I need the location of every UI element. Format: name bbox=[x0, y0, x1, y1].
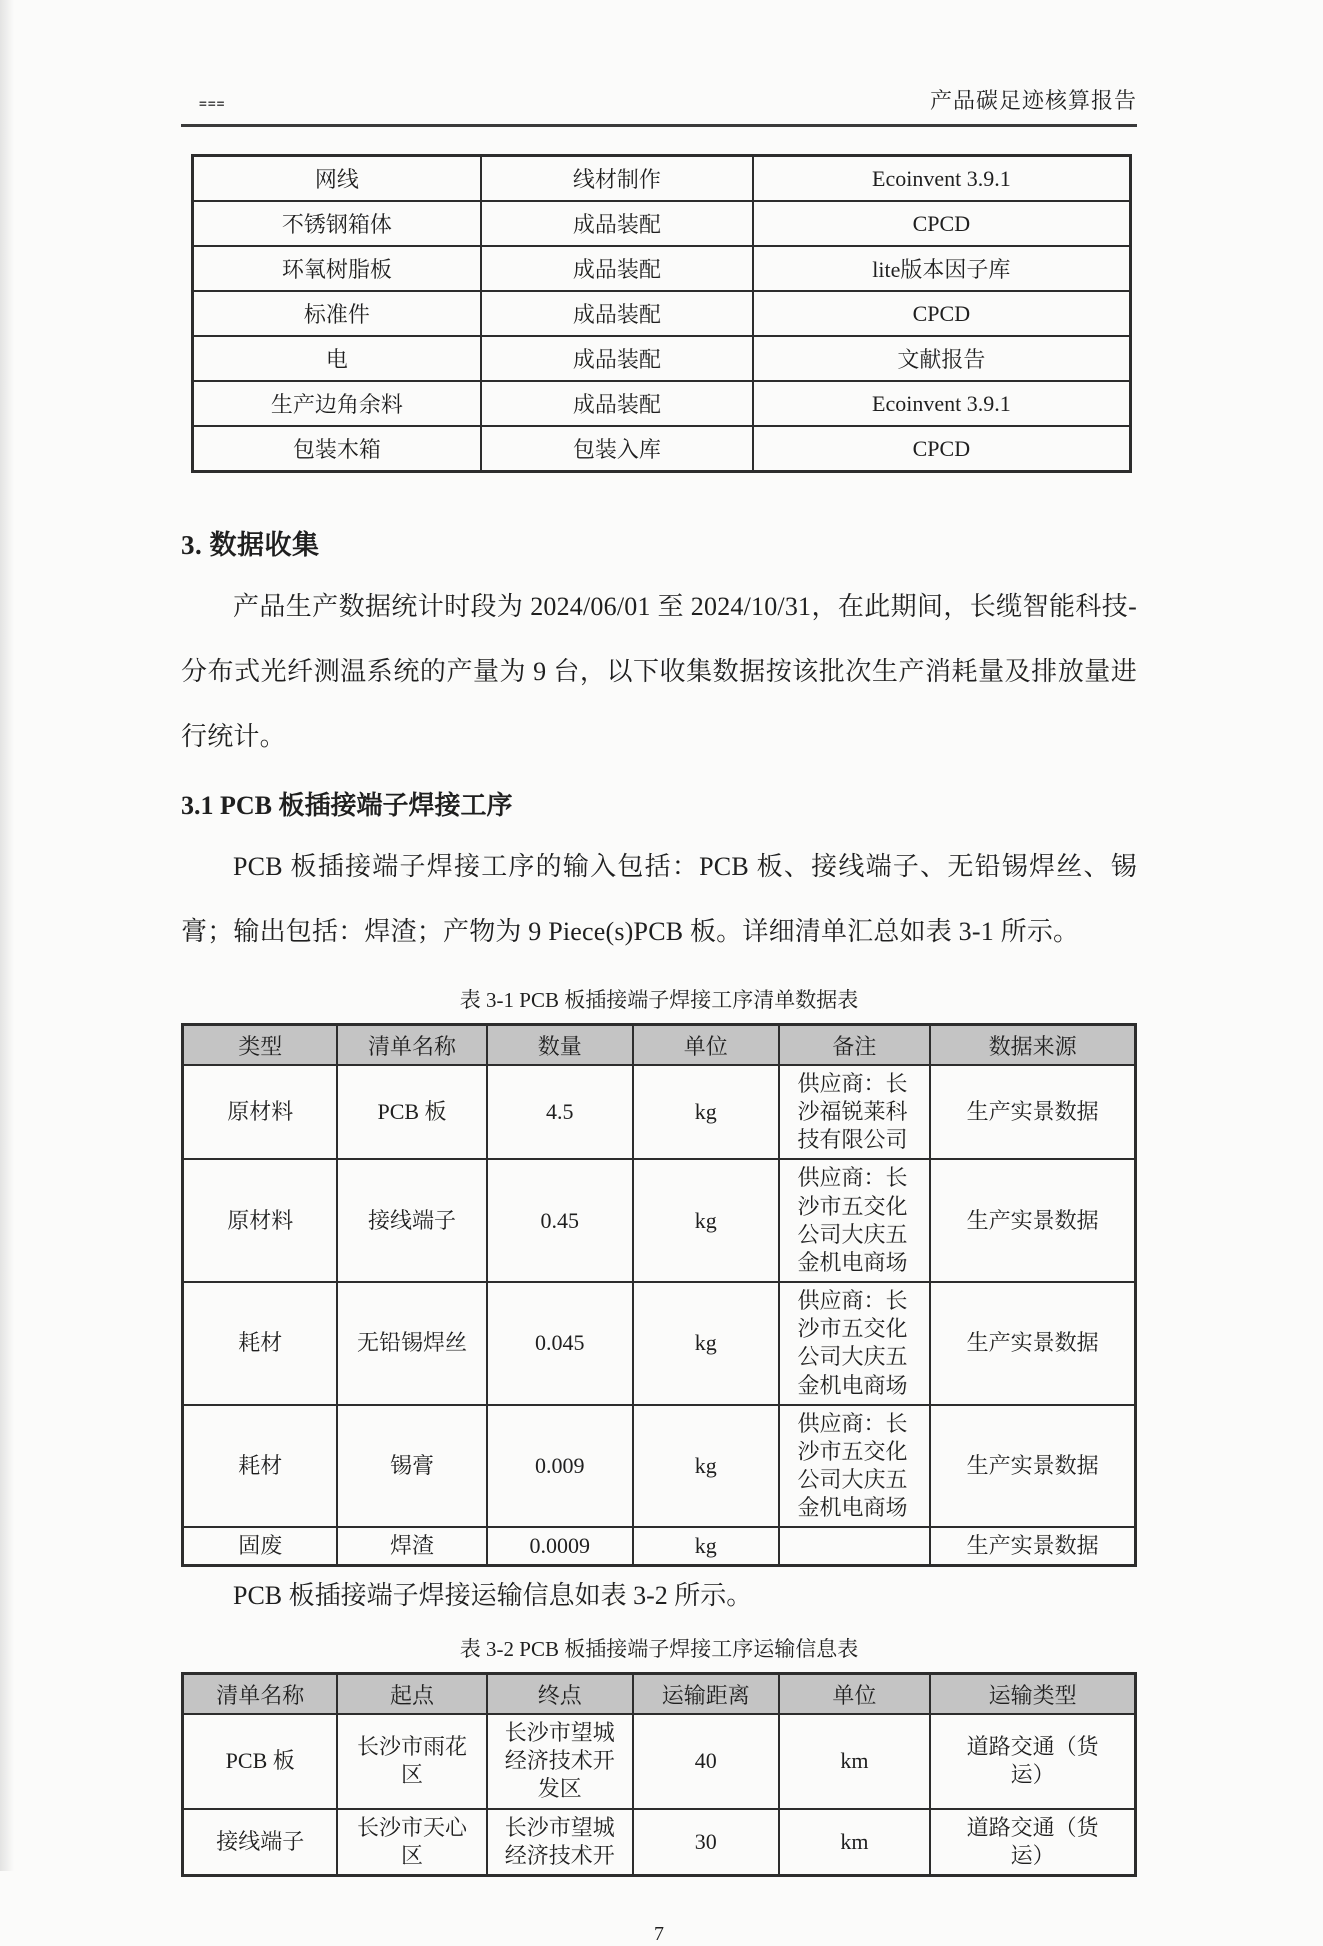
table-row bbox=[183, 1527, 1136, 1566]
table-row bbox=[183, 1405, 1136, 1528]
table-cell: 固废 bbox=[183, 1527, 338, 1566]
table-cell: 环氧树脂板 bbox=[192, 246, 481, 291]
table-cell: lite版本因子库 bbox=[753, 246, 1131, 291]
table-row bbox=[183, 1714, 1136, 1808]
table-cell: 0.009 bbox=[487, 1405, 633, 1528]
table-cell: 生产实景数据 bbox=[930, 1282, 1135, 1405]
section-3-1-paragraph: PCB 板插接端子焊接工序的输入包括：PCB 板、接线端子、无铅锡焊丝、锡膏；输出包括：焊渣；产物为 9 Piece(s)PCB 板。详细清单汇总如表 3-1 所示。 bbox=[181, 852, 1137, 946]
table-cell: CPCD bbox=[753, 291, 1131, 336]
table-cell: kg bbox=[633, 1405, 779, 1528]
table-cell: 耗材 bbox=[183, 1405, 338, 1528]
table-cell: km bbox=[779, 1714, 931, 1808]
table-cell: 成品装配 bbox=[481, 291, 752, 336]
table-cell: kg bbox=[633, 1159, 779, 1282]
table-cell: 供应商：长沙市五交化公司大庆五金机电商场 bbox=[779, 1405, 931, 1528]
column-header: 数据来源 bbox=[930, 1025, 1135, 1066]
table-cell: 道路交通（货运） bbox=[930, 1809, 1135, 1876]
table-cell: PCB 板 bbox=[337, 1065, 486, 1159]
table-cell: 包装木箱 bbox=[192, 426, 481, 472]
table-cell: 焊渣 bbox=[337, 1527, 486, 1566]
table-cell: 生产实景数据 bbox=[930, 1527, 1135, 1566]
table-cell: 无铅锡焊丝 bbox=[337, 1282, 486, 1405]
table-3-2-caption: 表 3-2 PCB 板插接端子焊接工序运输信息表 bbox=[459, 1637, 859, 1662]
report-title: 产品碳足迹核算报告 bbox=[929, 88, 1137, 113]
table-row bbox=[192, 426, 1131, 472]
table-cell: 耗材 bbox=[183, 1282, 338, 1405]
column-header: 单位 bbox=[779, 1674, 931, 1715]
table-header-row bbox=[183, 1025, 1136, 1066]
table-cell: Ecoinvent 3.9.1 bbox=[753, 381, 1131, 426]
column-header: 数量 bbox=[487, 1025, 633, 1066]
table-cell: 文献报告 bbox=[753, 336, 1131, 381]
table-cell: 40 bbox=[633, 1714, 779, 1808]
datasource-continuation-table bbox=[191, 154, 1133, 473]
column-header: 备注 bbox=[779, 1025, 931, 1066]
table-row bbox=[192, 381, 1131, 426]
column-header: 清单名称 bbox=[183, 1674, 338, 1715]
table-cell: 0.045 bbox=[487, 1282, 633, 1405]
table-cell: 供应商：长沙福锐莱科技有限公司 bbox=[779, 1065, 931, 1159]
table-cell: 长沙市雨花区 bbox=[337, 1714, 486, 1808]
table-cell: 长沙市望城经济技术开 bbox=[487, 1809, 633, 1876]
header-redaction-mark: === bbox=[199, 97, 226, 112]
page-number: 7 bbox=[654, 1922, 664, 1945]
table-cell: 生产实景数据 bbox=[930, 1065, 1135, 1159]
table-cell: kg bbox=[633, 1282, 779, 1405]
table-cell: 0.0009 bbox=[487, 1527, 633, 1566]
table-cell: 接线端子 bbox=[337, 1159, 486, 1282]
column-header: 起点 bbox=[337, 1674, 486, 1715]
table-cell: 长沙市望城经济技术开发区 bbox=[487, 1714, 633, 1808]
table-cell: 原材料 bbox=[183, 1065, 338, 1159]
table-cell: 成品装配 bbox=[481, 336, 752, 381]
column-header: 终点 bbox=[487, 1674, 633, 1715]
table-cell: 生产实景数据 bbox=[930, 1159, 1135, 1282]
column-header: 清单名称 bbox=[337, 1025, 486, 1066]
table-cell bbox=[779, 1527, 931, 1566]
table-cell: 标准件 bbox=[192, 291, 481, 336]
table-header-row bbox=[183, 1674, 1136, 1715]
section-3-paragraph: 产品生产数据统计时段为 2024/06/01 至 2024/10/31，在此期间，长缆智能科技-分布式光纤测温系统的产量为 9 台，以下收集数据按该批次生产消耗量及排放量进行统计。 bbox=[181, 592, 1137, 751]
table-cell: 0.45 bbox=[487, 1159, 633, 1282]
section-3-1-heading: 3.1 PCB 板插接端子焊接工序 bbox=[181, 791, 513, 820]
table-row bbox=[183, 1809, 1136, 1876]
section-3-heading: 3. 数据收集 bbox=[181, 530, 320, 560]
table-cell: 供应商：长沙市五交化公司大庆五金机电商场 bbox=[779, 1159, 931, 1282]
table-cell: 原材料 bbox=[183, 1159, 338, 1282]
table-cell: 4.5 bbox=[487, 1065, 633, 1159]
table-row bbox=[183, 1282, 1136, 1405]
table-3-1-caption: 表 3-1 PCB 板插接端子焊接工序清单数据表 bbox=[459, 988, 859, 1012]
table-cell: 生产边角余料 bbox=[192, 381, 481, 426]
table-cell: 不锈钢箱体 bbox=[192, 201, 481, 246]
table-cell: 线材制作 bbox=[481, 156, 752, 202]
table-cell: kg bbox=[633, 1527, 779, 1566]
table-cell: 成品装配 bbox=[481, 381, 752, 426]
column-header: 运输距离 bbox=[633, 1674, 779, 1715]
table-row bbox=[183, 1159, 1136, 1282]
table-cell: 长沙市天心区 bbox=[337, 1809, 486, 1876]
table-row bbox=[192, 156, 1131, 202]
table-cell: PCB 板 bbox=[183, 1714, 338, 1808]
table-row bbox=[192, 291, 1131, 336]
column-header: 单位 bbox=[633, 1025, 779, 1066]
transport-note-paragraph: PCB 板插接端子焊接运输信息如表 3-2 所示。 bbox=[233, 1581, 753, 1611]
column-header: 运输类型 bbox=[930, 1674, 1135, 1715]
table-cell: CPCD bbox=[753, 426, 1131, 472]
table-row bbox=[183, 1065, 1136, 1159]
table-cell: 成品装配 bbox=[481, 246, 752, 291]
table-cell: 道路交通（货运） bbox=[930, 1714, 1135, 1808]
table-cell: Ecoinvent 3.9.1 bbox=[753, 156, 1131, 202]
table-cell: 网线 bbox=[192, 156, 481, 202]
table-cell: 锡膏 bbox=[337, 1405, 486, 1528]
table-cell: 30 bbox=[633, 1809, 779, 1876]
table-row bbox=[192, 336, 1131, 381]
table-cell: kg bbox=[633, 1065, 779, 1159]
table-3-1-inventory bbox=[181, 1023, 1137, 1567]
table-cell: 包装入库 bbox=[481, 426, 752, 472]
column-header: 类型 bbox=[183, 1025, 338, 1066]
table-cell: 供应商：长沙市五交化公司大庆五金机电商场 bbox=[779, 1282, 931, 1405]
table-3-2-transport bbox=[181, 1672, 1137, 1877]
table-cell: 成品装配 bbox=[481, 201, 752, 246]
table-cell: 生产实景数据 bbox=[930, 1405, 1135, 1528]
table-cell: 接线端子 bbox=[183, 1809, 338, 1876]
page-header bbox=[181, 84, 1137, 127]
table-cell: 电 bbox=[192, 336, 481, 381]
table-row bbox=[192, 201, 1131, 246]
table-row bbox=[192, 246, 1131, 291]
table-cell: km bbox=[779, 1809, 931, 1876]
table-cell: CPCD bbox=[753, 201, 1131, 246]
